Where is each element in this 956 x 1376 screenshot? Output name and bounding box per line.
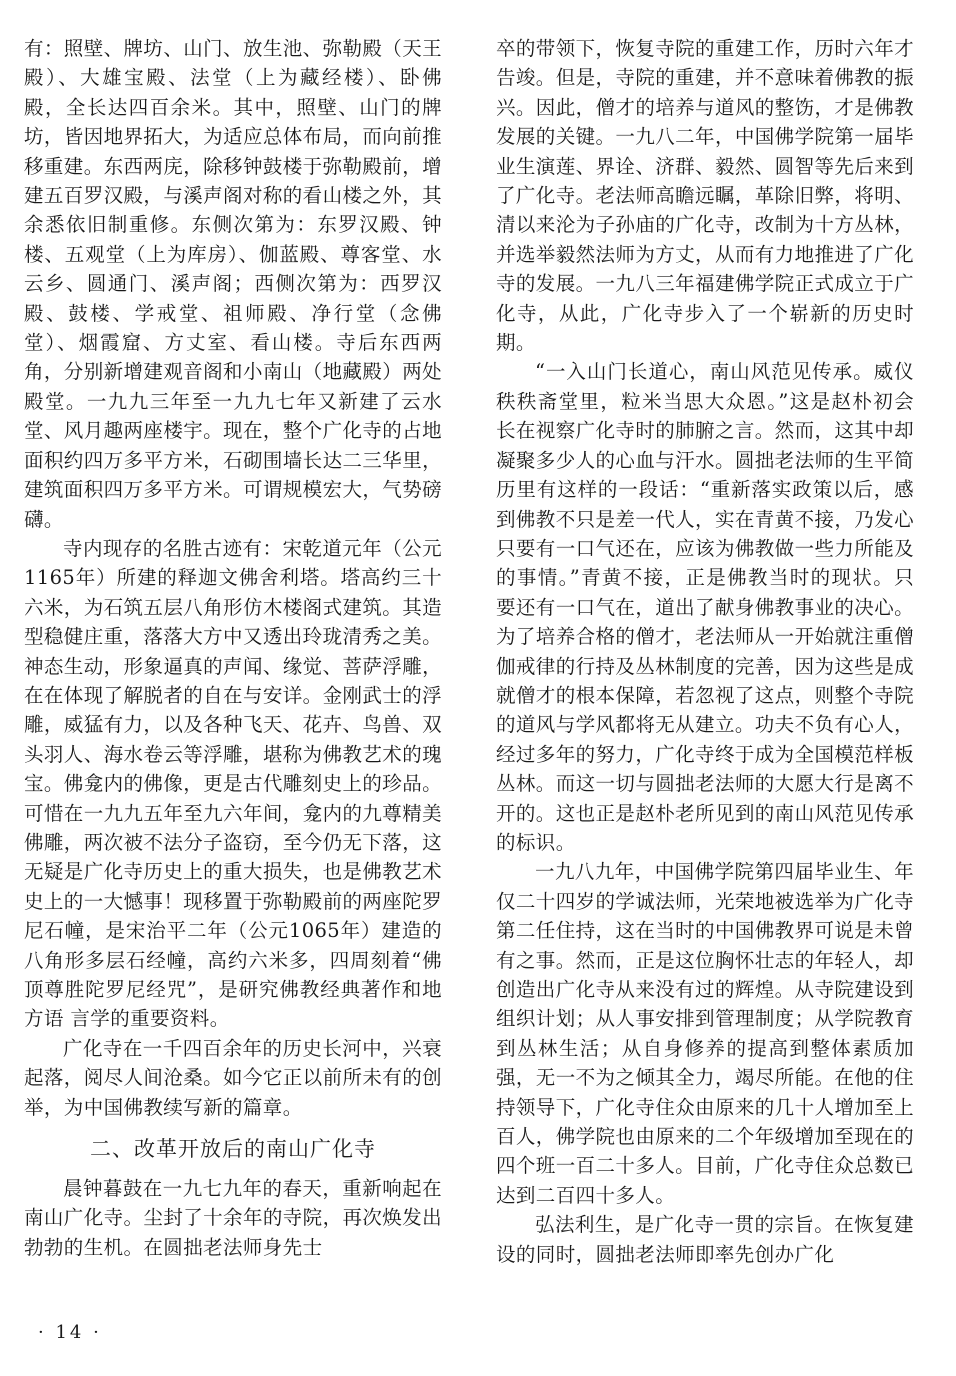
paragraph: 广化寺在一千四百余年的历史长河中，兴衰起落，阅尽人间沧桑。如今它正以前所未有的创举，为中国佛教续写新的篇章。 [24, 1036, 442, 1119]
paragraph: 卒的带领下，恢复寺院的重建工作，历时六年才告竣。但是，寺院的重建，并不意味着佛教的振兴。因此，僧才的培养与道风的整饬，才是佛教发展的关键。一九八二年，中国佛学院第一届毕业生演莲、界诠、济群、毅然、圆智等先后来到了广化寺。老法师高瞻远瞩，革除旧弊，将明、清以来沦为子孙庙的广化寺，改制为十方丛林，并选举毅然法师为方丈，从而有力地推进了广化寺的发展。一九八三年福建佛学院正式成立于广化寺，从此，广化寺步入了一个崭新的历史时期。 [496, 37, 914, 355]
paragraph: 弘法利生，是广化寺一贯的宗旨。在恢复建设的同时，圆拙老法师即率先创办广化 [496, 1213, 914, 1266]
paragraph: 一九八九年，中国佛学院第四届毕业生、年仅二十四岁的学诚法师，光荣地被选举为广化寺第二任住持，这在当时的中国佛教界可说是未曾有之事。然而，正是这位胸怀壮志的年轻人，却创造出广化寺从来没有过的辉煌。从寺院建设到组织计划；从人事安排到管理制度；从学院教育到丛林生活；从自身修养的提高到整体素质加强，无一不为之倾其全力，竭尽所能。在他的住持领导下，广化寺住众由原来的几十人增加至上百人，佛学院也由原来的二个年级增加至现在的四个班一百二十多人。目前，广化寺住众总数已达到二百四十多人。 [496, 860, 914, 1207]
left-column [24, 34, 442, 1262]
page-number: · 14 · [38, 1322, 102, 1343]
paragraph: 寺内现存的名胜古迹有：宋乾道元年（公元1165年）所建的释迦文佛舍利塔。塔高约三十六米，为石筑五层八角形仿木楼阁式建筑。其造型稳健庄重，落落大方中又透出玲珑清秀之美。神态生动，形象逼真的声闻、缘觉、菩萨浮雕，在在体现了解脱者的自在与安详。金刚武士的浮雕，威猛有力，以及各种飞天、花卉、鸟兽、双头羽人、海水卷云等浮雕，堪称为佛教艺术的瑰宝。佛龛内的佛像，更是古代雕刻史上的珍品。可惜在一九九五年至九六年间，龛内的九尊精美佛雕，两次被不法分子盗窃，至今仍无下落，这无疑是广化寺历史上的重大损失，也是佛教艺术史上的一大憾事！现移置于弥勒殿前的两座陀罗尼石幢，是宋治平二年（公元1065年）建造的八角形多层石经幢，高约六米多，四周刻着“佛顶尊胜陀罗尼经咒”，是研究佛教经典著作和地方语 言学的重要资料。 [24, 536, 442, 1031]
paragraph: “一入山门长道心，南山风范见传承。威仪秩秩斋堂里，粒米当思大众恩。”这是赵朴初会长在视察广化寺时的肺腑之言。然而，这其中却凝聚多少人的心血与汗水。圆拙老法师的生平简历里有这样的一段话：“重新落实政策以后，感到佛教不只是差一代人，实在青黄不接，乃发心只要有一口气还在，应该为佛教做一些力所能及的事情。”青黄不接，正是佛教当时的现状。只要还有一口气在，道出了献身佛教事业的决心。为了培养合格的僧才，老法师从一开始就注重僧伽戒律的行持及丛林制度的完善，因为这些是成就僧才的根本保障，若忽视了这点，则整个寺院的道风与学风都将无从建立。功夫不负有心人，经过多年的努力，广化寺终于成为全国模范样板丛林。而这一切与圆拙老法师的大愿大行是离不开的。这也正是赵朴老所见到的南山风范见传承的标识。 [496, 360, 914, 854]
paragraph: 晨钟暮鼓在一九七九年的春天，重新响起在南山广化寺。尘封了十余年的寺院，再次焕发出勃勃的生机。在圆拙老法师身先士 [24, 1177, 442, 1259]
right-column [496, 34, 914, 1269]
section-heading: 二、改革开放后的南山广化寺 [90, 1137, 376, 1162]
paragraph: 有：照壁、牌坊、山门、放生池、弥勒殿（天王殿）、大雄宝殿、法堂（上为藏经楼）、卧佛殿，全长达四百余米。其中，照壁、山门的牌坊，皆因地界拓大，为适应总体布局，而向前推移重建。东西两庑，除移钟鼓楼于弥勒殿前，增建五百罗汉殿，与溪声阁对称的看山楼之外，其余悉依旧制重修。东侧次第为：东罗汉殿、钟楼、五观堂（上为库房）、伽蓝殿、尊客堂、水云乡、圆通门、溪声阁；西侧次第为：西罗汉殿、鼓楼、学戒堂、祖师殿、净行堂（念佛堂）、烟霞窟、方丈室、看山楼。寺后东西两角，分别新增建观音阁和小南山（地藏殿）两处殿堂。一九九三年至一九九七年又新建了云水堂、风月趣两座楼宇。现在，整个广化寺的占地面积约四万多平方米，石砌围墙长达二三华里，建筑面积四万多平方米。可谓规模宏大，气势磅礴。 [24, 37, 442, 531]
